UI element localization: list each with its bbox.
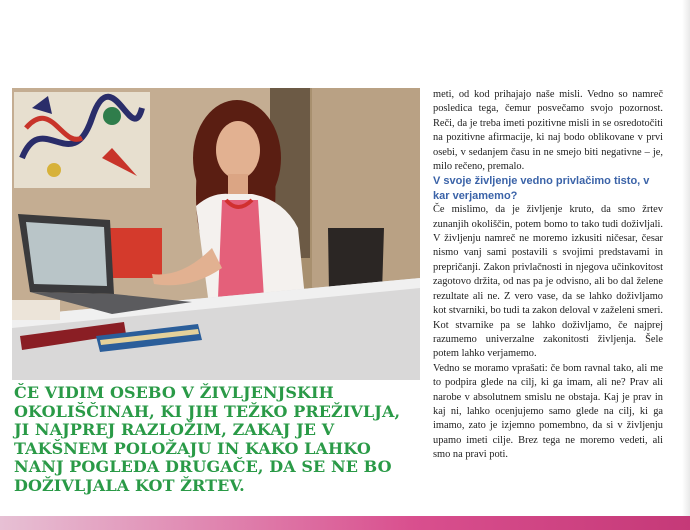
article-paragraph-3: Vedno se moramo vprašati: če bom ravnal tako, ali me to podpira glede na cilj, ki ga imam, ali ne? Prav ali narobe v absolutnem smislu ne obstaja. Kaj je prav in kaj ni, lahko ocenjujemo samo glede na cilj, ki ga imamo, zato je izjemno pomembno, da si v življenju upamo imeti cilje. Brez tega ne moremo vedeti, ali smo na pravi poti. (433, 362, 663, 461)
article-photo (12, 88, 420, 380)
abstract-painting (14, 92, 150, 188)
article-column (433, 88, 663, 463)
bottom-decorative-strip (0, 516, 690, 530)
article-subheading: V svoje življenje vedno privlačimo tisto, v kar verjamemo? (433, 175, 650, 202)
page-edge-shadow (682, 0, 690, 530)
article-paragraph-1: meti, od kod prihajajo naše misli. Vedno so namreč posledica tega, čemur posvečamo svojo pozornost. Reči, da je treba imeti pozitivne misli in se osredotočiti na pozitivne afirmacije, ki naj bodo oblikovane v prvi osebi, v sedanjem času in ne smejo biti negativne – je, milo rečeno, premalo. (433, 89, 663, 173)
article-paragraph-2: Če mislimo, da je življenje kruto, da smo žrtev zunanjih okoliščin, potem bomo to tako tudi doživljali. V življenju namreč ne moremo izkusiti ničesar, česar nismo vanj sami postavili s svojimi predstavami in prepričanji. Zakon privlačnosti in njegova učinkovitost zagotovo držita, od nas pa je odvisno, ali bo dal želene rezultate ali ne. Z vero vase, da se lahko doživljamo kot stvarniki, bo tudi ta zakon deloval v zaželeni smeri. Kot stvarnike pa se lahko doživljamo, če najprej razumemo univerzalne zakonitosti življenja. Šele potem lahko verjamemo. (433, 204, 663, 360)
pull-quote: ČE VIDIM OSEBO V ŽIVLJENJSKIH OKOLIŠČINAH, KI JIH TEŽKO PREŽIVLJA, JI NAJPREJ RAZLOŽIM, ZAKAJ JE V TAKŠNEM POLOŽAJU IN KAKO LAHKO NANJ POGLEDA DRUGAČE, DA SE NE BO DOŽIVLJALA KOT ŽRTEV. (14, 383, 401, 495)
